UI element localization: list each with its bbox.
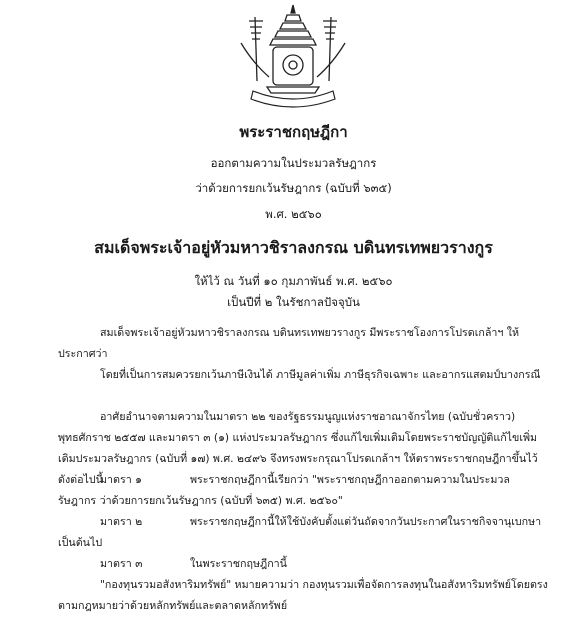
paragraph-reason: โดยที่เป็นการสมควรยกเว้นภาษีเงินได้ ภาษีมูลค่าเพิ่ม ภาษีธุรกิจเฉพาะ และอากรแสตมป์บางกรณี	[100, 368, 541, 381]
given-date: ให้ไว้ ณ วันที่ ๑๐ กุมภาพันธ์ พ.ศ. ๒๕๖๐	[194, 274, 393, 288]
section-3-label: มาตรา ๓	[100, 557, 143, 570]
decree-subtitle-2: ว่าด้วยการยกเว้นรัษฎากร (ฉบับที่ ๖๓๕)	[195, 181, 392, 195]
section-1	[58, 469, 548, 511]
royal-seal-icon	[223, 3, 363, 111]
sovereign-name: สมเด็จพระเจ้าอยู่หัวมหาวชิราลงกรณ บดินทรเทพยวรางกูร	[94, 238, 493, 257]
section-2-text: พระราชกฤษฎีกานี้ให้ใช้บังคับตั้งแต่วันถัดจากวันประกาศในราชกิจจานุเบกษาเป็นต้นไป	[58, 515, 542, 549]
definition-real-estate-fund: "กองทุนรวมอสังหาริมทรัพย์" หมายความว่า กองทุนรวมเพื่อจัดการลงทุนในอสังหาริมทรัพย์โดยตรงตามกฎหมายว่าด้วยหลักทรัพย์และตลาดหลักทรัพย์	[58, 578, 548, 612]
section-1-label: มาตรา ๑	[100, 473, 142, 486]
reign-year: เป็นปีที่ ๒ ในรัชกาลปัจจุบัน	[227, 295, 360, 309]
paragraph-proclamation: สมเด็จพระเจ้าอยู่หัวมหาวชิราลงกรณ บดินทรเทพยวรางกูร มีพระราชโองการโปรดเกล้าฯ ให้ประกาศว่า	[58, 326, 520, 360]
decree-year: พ.ศ. ๒๕๖๐	[265, 207, 322, 221]
section-1-text: พระราชกฤษฎีกานี้เรียกว่า "พระราชกฤษฎีกาออกตามความในประมวลรัษฎากร ว่าด้วยการยกเว้นรัษฎากร (ฉบับที่ ๖๓๕) พ.ศ. ๒๕๖๐"	[58, 473, 510, 507]
section-3	[58, 553, 548, 574]
section-3-text: ในพระราชกฤษฎีกานี้	[190, 557, 287, 570]
paragraph-authority: อาศัยอำนาจตามความในมาตรา ๒๒ ของรัฐธรรมนูญแห่งราชอาณาจักรไทย (ฉบับชั่วคราว) พุทธศักราช ๒๕๕๗ และมาตรา ๓ (๑) แห่งประมวลรัษฎากร ซึ่งแก้ไขเพิ่มเติมโดยพระราชบัญญัติแก้ไขเพิ่มเติมประมวลรัษฎากร (ฉบับที่ ๑๗) พ.ศ. ๒๔๙๖ จึงทรงพระกรุณาโปรดเกล้าฯ ให้ตราพระราชกฤษฎีกาขึ้นไว้ ดังต่อไปนี้	[58, 410, 538, 486]
section-2-label: มาตรา ๒	[100, 515, 143, 528]
decree-subtitle-1: ออกตามความในประมวลรัษฎากร	[210, 156, 377, 170]
decree-title: พระราชกฤษฎีกา	[239, 123, 348, 141]
section-2	[58, 511, 548, 553]
